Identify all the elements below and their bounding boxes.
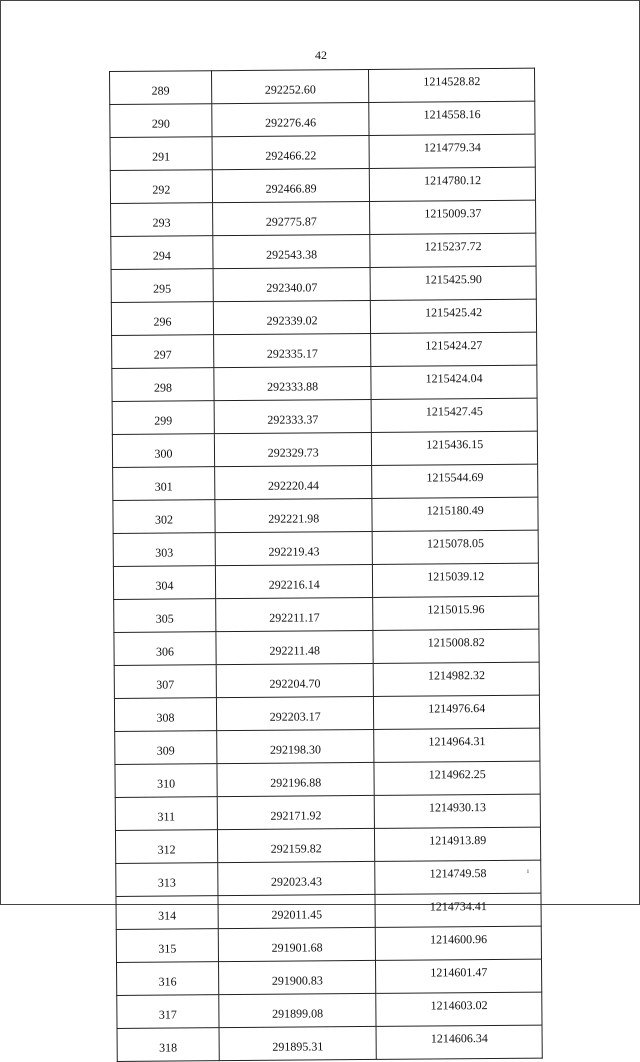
point-number-cell: 314 [116, 896, 218, 930]
table-row [110, 101, 535, 137]
y-coordinate-cell: 1215424.27 [371, 332, 537, 366]
table-row [111, 299, 536, 335]
point-number-cell: 289 [110, 71, 212, 105]
y-coordinate-cell: 1215544.69 [372, 464, 538, 498]
y-coordinate-cell: 1214964.31 [374, 728, 540, 762]
table-row [112, 398, 537, 434]
x-coordinate-cell: 291901.68 [218, 927, 376, 961]
y-coordinate-cell: 1215078.05 [373, 530, 539, 564]
point-number-cell: 312 [115, 830, 217, 864]
point-number-cell: 291 [110, 137, 212, 171]
table-row [113, 530, 538, 566]
y-coordinate-cell: 1214528.82 [369, 68, 535, 102]
y-coordinate-cell: 1215425.90 [370, 266, 536, 300]
point-number-cell: 293 [111, 203, 213, 237]
table-row [112, 365, 537, 401]
x-coordinate-cell: 292329.73 [214, 432, 372, 466]
table-row [116, 860, 541, 896]
point-number-cell: 308 [114, 698, 216, 732]
x-coordinate-cell: 292335.17 [213, 333, 371, 367]
x-coordinate-cell: 292219.43 [215, 531, 373, 565]
point-number-cell: 317 [117, 995, 219, 1029]
coordinate-table-body [110, 68, 543, 1061]
y-coordinate-cell: 1215015.96 [373, 596, 539, 630]
x-coordinate-cell: 292196.88 [217, 762, 375, 796]
table-row [110, 134, 535, 170]
point-number-cell: 304 [113, 566, 215, 600]
table-row [114, 695, 539, 731]
y-coordinate-cell: 1214976.64 [374, 695, 540, 729]
x-coordinate-cell: 292339.02 [213, 300, 371, 334]
point-number-cell: 309 [115, 731, 217, 765]
x-coordinate-cell: 292252.60 [211, 69, 369, 103]
point-number-cell: 306 [114, 632, 216, 666]
point-number-cell: 295 [111, 269, 213, 303]
x-coordinate-cell: 292466.22 [212, 135, 370, 169]
y-coordinate-cell: 1214982.32 [374, 662, 540, 696]
x-coordinate-cell: 292204.70 [216, 663, 374, 697]
coordinate-table [109, 68, 543, 1062]
point-number-cell: 310 [115, 764, 217, 798]
table-row [110, 68, 535, 104]
point-number-cell: 299 [112, 401, 214, 435]
table-row [117, 959, 542, 995]
x-coordinate-cell: 292221.98 [215, 498, 373, 532]
x-coordinate-cell: 291900.83 [218, 960, 376, 994]
table-row [114, 662, 539, 698]
table-row [116, 893, 541, 929]
point-number-cell: 318 [117, 1028, 219, 1062]
x-coordinate-cell: 292276.46 [212, 102, 370, 136]
y-coordinate-cell: 1215427.45 [372, 398, 538, 432]
y-coordinate-cell: 1215237.72 [370, 233, 536, 267]
point-number-cell: 301 [113, 467, 215, 501]
x-coordinate-cell: 292011.45 [218, 894, 376, 928]
point-number-cell: 300 [112, 434, 214, 468]
x-coordinate-cell: 291895.31 [219, 1026, 377, 1060]
point-number-cell: 303 [113, 533, 215, 567]
point-number-cell: 290 [110, 104, 212, 138]
table-row [110, 167, 535, 203]
table-row [115, 827, 540, 863]
y-coordinate-cell: 1214780.12 [370, 167, 536, 201]
table-row [111, 200, 536, 236]
y-coordinate-cell: 1214606.34 [376, 1025, 542, 1059]
y-coordinate-cell: 1214734.41 [375, 893, 541, 927]
table-row [115, 728, 540, 764]
x-coordinate-cell: 292216.14 [215, 564, 373, 598]
table-row [116, 926, 541, 962]
point-number-cell: 305 [114, 599, 216, 633]
page-number: 42 [315, 48, 327, 62]
table-row [112, 332, 537, 368]
x-coordinate-cell: 292543.38 [213, 234, 371, 268]
table-row [111, 266, 536, 302]
point-number-cell: 315 [116, 929, 218, 963]
x-coordinate-cell: 292211.17 [216, 597, 374, 631]
y-coordinate-cell: 1215180.49 [372, 497, 538, 531]
x-coordinate-cell: 292340.07 [213, 267, 371, 301]
y-coordinate-cell: 1214962.25 [374, 761, 540, 795]
x-coordinate-cell: 292171.92 [217, 795, 375, 829]
y-coordinate-cell: 1215425.42 [371, 299, 537, 333]
table-row [117, 992, 542, 1028]
x-coordinate-cell: 292220.44 [214, 465, 372, 499]
x-coordinate-cell: 292198.30 [217, 729, 375, 763]
table-row [115, 761, 540, 797]
point-number-cell: 316 [117, 962, 219, 996]
y-coordinate-cell: 1214600.96 [376, 926, 542, 960]
x-coordinate-cell: 292023.43 [218, 861, 376, 895]
y-coordinate-cell: 1215009.37 [370, 200, 536, 234]
point-number-cell: 294 [111, 236, 213, 270]
table-row [113, 497, 538, 533]
y-coordinate-cell: 1214913.89 [375, 827, 541, 861]
x-coordinate-cell: 292211.48 [216, 630, 374, 664]
y-coordinate-cell: 1214603.02 [376, 992, 542, 1026]
table-row [114, 596, 539, 632]
y-coordinate-cell: 1215008.82 [373, 629, 539, 663]
table-row [114, 629, 539, 665]
x-coordinate-cell: 292775.87 [212, 201, 370, 235]
table-row [115, 794, 540, 830]
point-number-cell: 307 [114, 665, 216, 699]
y-coordinate-cell: 1214930.13 [375, 794, 541, 828]
point-number-cell: 297 [112, 335, 214, 369]
point-number-cell: 292 [110, 170, 212, 204]
point-number-cell: 298 [112, 368, 214, 402]
y-coordinate-cell: 1215039.12 [373, 563, 539, 597]
point-number-cell: 302 [113, 500, 215, 534]
table-row [113, 464, 538, 500]
y-coordinate-cell: 1214779.34 [369, 134, 535, 168]
coordinate-table-container [109, 68, 549, 1055]
x-coordinate-cell: 292333.37 [214, 399, 372, 433]
table-row [113, 563, 538, 599]
x-coordinate-cell: 291899.08 [219, 993, 377, 1027]
point-number-cell: 296 [111, 302, 213, 336]
y-coordinate-cell: 1214601.47 [376, 959, 542, 993]
y-coordinate-cell: 1214558.16 [369, 101, 535, 135]
table-row [112, 431, 537, 467]
y-coordinate-cell: 1215436.15 [372, 431, 538, 465]
x-coordinate-cell: 292333.88 [214, 366, 372, 400]
table-row [111, 233, 536, 269]
x-coordinate-cell: 292466.89 [212, 168, 370, 202]
table-row [117, 1025, 542, 1061]
y-coordinate-cell: 1214749.58 [375, 860, 541, 894]
y-coordinate-cell: 1215424.04 [371, 365, 537, 399]
corner-mark: ı [527, 867, 529, 875]
x-coordinate-cell: 292159.82 [217, 828, 375, 862]
point-number-cell: 311 [115, 797, 217, 831]
x-coordinate-cell: 292203.17 [216, 696, 374, 730]
point-number-cell: 313 [116, 863, 218, 897]
